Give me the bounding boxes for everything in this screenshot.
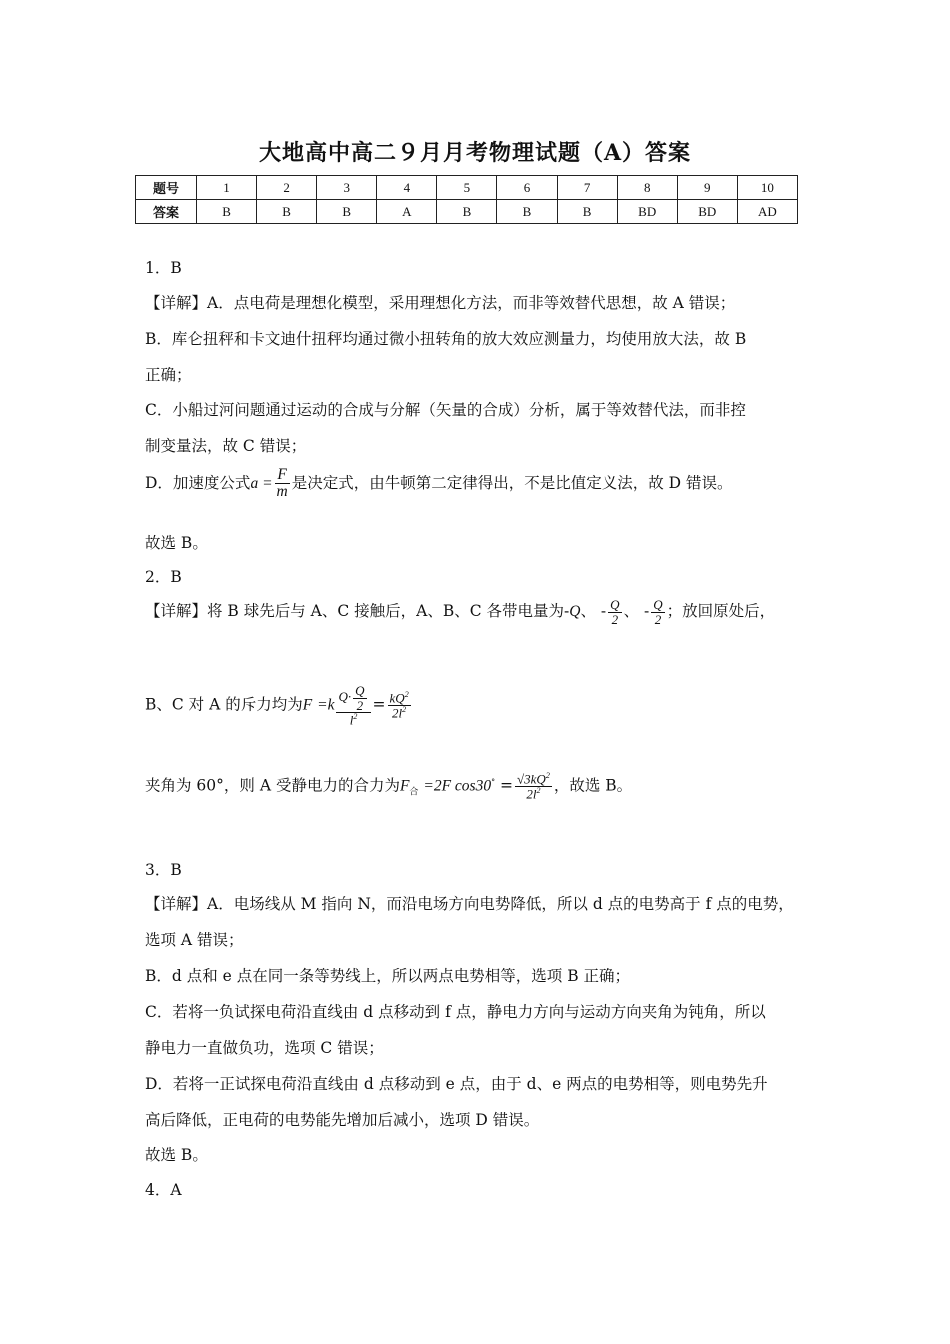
symbol: F [399, 777, 410, 795]
table-cell: 9 [677, 176, 737, 200]
symbol: kQ [389, 690, 405, 706]
table-cell: B [437, 200, 497, 224]
table-header-cell: 题号 [136, 176, 197, 200]
fraction [336, 684, 370, 727]
table-row [136, 176, 798, 200]
fraction [388, 691, 411, 720]
table-cell: 7 [557, 176, 617, 200]
table-cell: 6 [497, 176, 557, 200]
fraction-denominator: $2l^2$ [392, 705, 407, 721]
table-cell: BD [617, 200, 677, 224]
table-cell: 8 [617, 176, 677, 200]
q2-heading: 2．B [145, 568, 182, 586]
fraction-numerator: F [275, 467, 290, 484]
q1-line: 制变量法，故 C 错误； [145, 437, 307, 455]
fraction [515, 772, 552, 801]
fraction-numerator: Q [355, 683, 365, 698]
text: ，故选 B。 [553, 776, 633, 795]
symbol: 2l [526, 786, 537, 802]
table-row [136, 200, 798, 224]
symbol: √3kQ [517, 771, 546, 787]
text: 是决定式，由牛顿第二定律得出，不是比值定义法，故 D 错误。 [291, 473, 733, 492]
q1-line: 故选 B。 [145, 534, 208, 552]
text: ；放回原处后， [666, 602, 776, 621]
text: 、 [623, 602, 640, 621]
fraction-numerator: $√3kQ^2$ [517, 771, 550, 787]
table-cell: 1 [197, 176, 257, 200]
q3-line: 【详解】A．电场线从 M 指向 N，而沿电场方向电势降低，所以 d 点的电势高于 f 点的电势， [145, 895, 794, 913]
q3-heading: 3．B [145, 861, 182, 879]
page-title: 大地高中高二９月月考物理试题（A）答案 [258, 140, 692, 166]
table-cell: 4 [377, 176, 437, 200]
fraction-numerator: Q [610, 597, 620, 612]
q3-line: D．若将一正试探电荷沿直线由 d 点移动到 e 点，由于 d、e 两点的电势相等，则电势先升 [145, 1075, 768, 1093]
table-cell: AD [737, 200, 797, 224]
minus-sign: - [600, 602, 607, 621]
text: B、C 对 A 的斥力均为 [145, 695, 303, 714]
q1-line: B．库仑扭秤和卡文迪什扭秤均通过微小扭转角的放大效应测量力，均使用放大法，故 B [145, 330, 747, 348]
fraction-denominator: $2l^2$ [526, 785, 541, 802]
q3-line: B．d 点和 e 点在同一条等势线上，所以两点电势相等，选项 B 正确； [145, 967, 631, 985]
q1-heading: 1．B [145, 259, 182, 277]
q3-line: C．若将一负试探电荷沿直线由 d 点移动到 f 点，静电力方向与运动方向夹角为钝角，所以 [145, 1003, 766, 1021]
table-cell: B [557, 200, 617, 224]
q2-formula-line: 夹角为 60°，则 A 受静电力的合力为$F_合 =2F$ cos30° = $\frac{√3kQ^2}{2l^2}$ ，故选 B。 [145, 771, 633, 802]
q3-line: 故选 B。 [145, 1146, 208, 1164]
fraction-denominator: 2 [356, 697, 364, 713]
q1-line: 【详解】A．点电荷是理想化模型，采用理想化方法，而非等效替代思想，故 A 错误； [145, 294, 736, 312]
table-cell: 5 [437, 176, 497, 200]
formula-mid: =2F cos30 [423, 777, 492, 795]
fraction-denominator: 2 [611, 611, 619, 627]
fraction-denominator: $l^2$ [349, 712, 358, 728]
table-cell: B [257, 200, 317, 224]
table-cell: 10 [737, 176, 797, 200]
table-header-cell: 答案 [136, 200, 197, 224]
fraction [651, 598, 664, 626]
q3-line: 静电力一直做负功，选项 C 错误； [145, 1039, 384, 1057]
text: 、 [580, 602, 596, 621]
text: 夹角为 60°，则 A 受静电力的合力为 [145, 776, 400, 795]
table-cell: 3 [317, 176, 377, 200]
fraction-numerator: Q· $\frac{Q}{2}$ [336, 684, 370, 713]
fraction [275, 467, 290, 501]
q3-line: 高后降低，正电荷的电势能先增加后减小，选项 D 错误。 [145, 1111, 540, 1129]
symbol: =k [317, 696, 335, 714]
table-cell: B [197, 200, 257, 224]
fraction-numerator: $kQ^2$ [389, 690, 409, 706]
table-cell: B [497, 200, 557, 224]
symbol: F [302, 696, 313, 714]
symbol: 2l [392, 705, 403, 721]
symbol: Q [569, 603, 581, 621]
fraction [353, 684, 366, 712]
answer-table [135, 175, 798, 224]
text: D．加速度公式 [145, 473, 251, 492]
formula-lhs: a = [250, 474, 273, 492]
fraction-denominator: 2 [654, 611, 662, 627]
q1-line: 正确； [145, 366, 192, 384]
q1-line: C．小船过河问题通过运动的合成与分解（矢量的合成）分析，属于等效替代法，而非控 [145, 401, 746, 419]
fraction-denominator: m [276, 483, 288, 501]
minus-sign: - [644, 602, 650, 621]
q2-line [145, 598, 775, 626]
fraction [608, 598, 621, 626]
symbol: Q [338, 689, 348, 705]
table-cell: BD [677, 200, 737, 224]
table-cell: A [377, 200, 437, 224]
q2-formula-line: B、C 对 A 的斥力均为F =k Q· $\frac{Q}{2}$ $l^2$ = $\frac{kQ^2}{2l^2}$ [145, 683, 409, 728]
symbol: l [349, 712, 354, 728]
q4-heading: 4．A [145, 1181, 182, 1199]
table-cell: 2 [257, 176, 317, 200]
text: 【详解】将 B 球先后与 A、C 接触后，A、B、C 各带电量为- [145, 602, 570, 621]
fraction-numerator: Q [653, 597, 663, 612]
q1-formula-line [145, 467, 733, 501]
table-cell: B [317, 200, 377, 224]
q3-line: 选项 A 错误； [145, 931, 244, 949]
subscript: 合 [409, 787, 419, 798]
